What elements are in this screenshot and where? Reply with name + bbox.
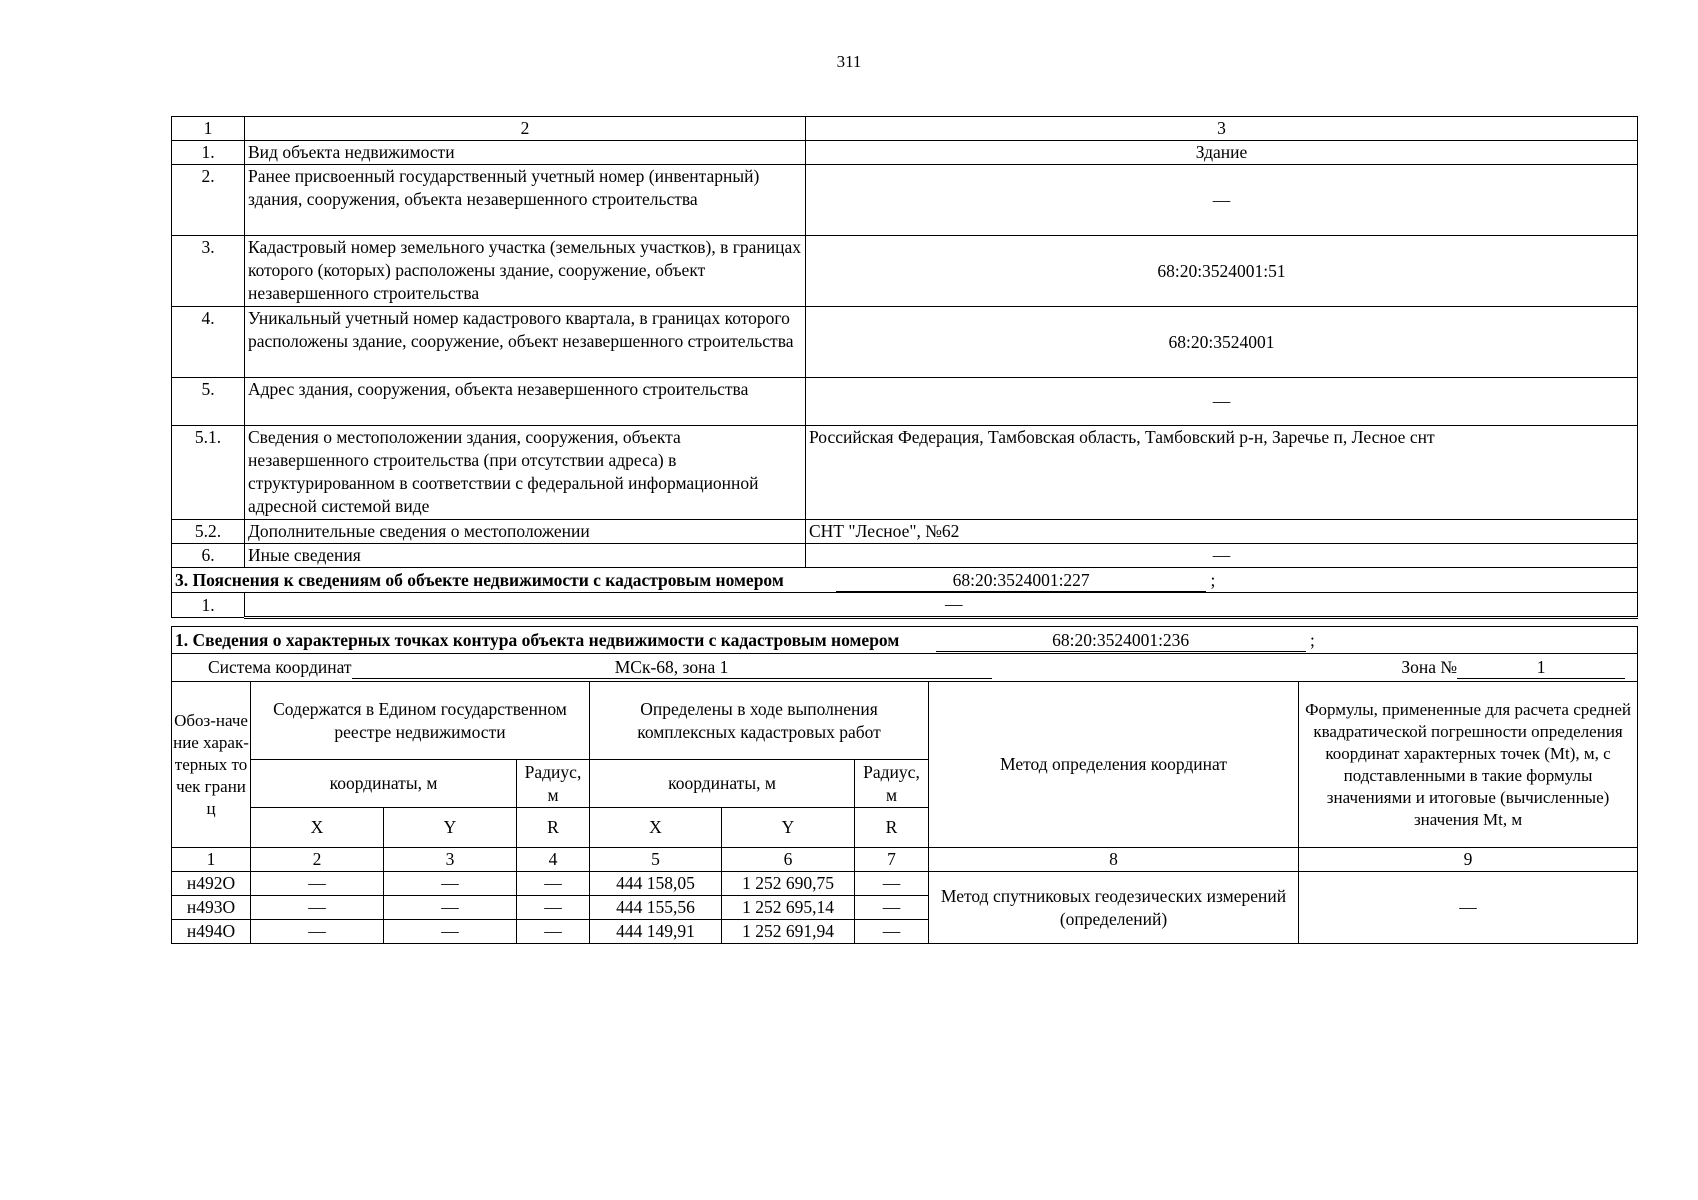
point-x-egrn: —: [251, 920, 384, 944]
column-number: 1: [172, 848, 251, 872]
point-name: н494О: [172, 920, 251, 944]
column-number: 4: [517, 848, 590, 872]
point-y: 1 252 690,75: [722, 872, 855, 896]
table-row: [172, 236, 1638, 307]
point-x: 444 155,56: [590, 896, 722, 920]
y-label: Y: [384, 808, 517, 848]
row-label: Ранее присвоенный государственный учетный номер (инвентарный) здания, сооружения, объекта незавершенного строительства: [245, 165, 806, 236]
section3-suffix: ;: [1210, 569, 1216, 590]
zone-value: 1: [1457, 657, 1625, 679]
r-label: R: [517, 808, 590, 848]
section3-title: 3. Пояснения к сведениям об объекте недвижимости с кадастровым номером: [175, 569, 784, 590]
point-x: 444 158,05: [590, 872, 722, 896]
column-number: 7: [855, 848, 929, 872]
x-label: X: [251, 808, 384, 848]
points-title-row: [172, 627, 1638, 654]
point-r-egrn: —: [517, 872, 590, 896]
row-label: Адрес здания, сооружения, объекта незавершенного строительства: [245, 378, 806, 426]
column-number: 5: [590, 848, 722, 872]
table-row: [172, 141, 1638, 165]
section3-cadastral-number: 68:20:3524001:227: [836, 570, 1206, 592]
col-formulas: Формулы, примененные для расчета средней квадратической погрешности определения координат характерных точек (Mt), м, с подставленными в такие формулы значениями и итоговые (вычисленные) значения Mt, м: [1299, 682, 1638, 848]
points-header-row: [172, 682, 1638, 760]
column-number: 9: [1299, 848, 1638, 872]
header-cell: 3: [806, 117, 1638, 141]
point-y: 1 252 691,94: [722, 920, 855, 944]
point-r: —: [855, 920, 929, 944]
header-row: [172, 117, 1638, 141]
points-table: [171, 626, 1638, 944]
point-name: н492О: [172, 872, 251, 896]
zone-label: Зона №: [1401, 657, 1458, 677]
point-y-egrn: —: [384, 896, 517, 920]
row-value: —: [245, 593, 1638, 618]
header-cell: 2: [245, 117, 806, 141]
row-number: 1.: [172, 141, 245, 165]
x-label: X: [590, 808, 722, 848]
coord-system-row: [172, 654, 1638, 682]
row-value: СНТ "Лесное", №62: [806, 520, 1638, 544]
column-number: 3: [384, 848, 517, 872]
row-label: Вид объекта недвижимости: [245, 141, 806, 165]
row-label: Сведения о местоположении здания, сооружения, объекта незавершенного строительства (при отсутствии адреса) в структурированном в соответствии с федеральной информационной адресной системой виде: [245, 426, 806, 520]
point-y: 1 252 695,14: [722, 896, 855, 920]
column-number: 8: [929, 848, 1299, 872]
col-determined: Определены в ходе выполнения комплексных кадастровых работ: [590, 682, 929, 760]
column-numbers-row: [172, 848, 1638, 872]
point-x-egrn: —: [251, 872, 384, 896]
points-suffix: ;: [1310, 629, 1315, 650]
point-x-egrn: —: [251, 896, 384, 920]
row-number: 6.: [172, 544, 245, 568]
coords-label: координаты, м: [590, 760, 855, 808]
col-designation: Обоз-начение харак-терных точек границ: [172, 682, 251, 848]
table-row: [172, 544, 1638, 568]
point-row: [172, 872, 1638, 896]
point-r-egrn: —: [517, 896, 590, 920]
coord-system-value: МСк-68, зона 1: [352, 657, 992, 679]
row-value: —: [806, 378, 1638, 426]
y-label: Y: [722, 808, 855, 848]
row-number: 5.1.: [172, 426, 245, 520]
point-r-egrn: —: [517, 920, 590, 944]
row-value: Российская Федерация, Тамбовская область, Тамбовский р-н, Заречье п, Лесное снт: [806, 426, 1638, 520]
row-label: Уникальный учетный номер кадастрового квартала, в границах которого расположены здание, сооружение, объект незавершенного строительства: [245, 307, 806, 378]
table-row: [172, 165, 1638, 236]
radius-label: Радиус, м: [517, 760, 590, 808]
row-number: 5.2.: [172, 520, 245, 544]
section3-title-row: [172, 568, 1638, 593]
page-number: 311: [836, 52, 862, 71]
r-label: R: [855, 808, 929, 848]
points-cadastral-number: 68:20:3524001:236: [936, 630, 1306, 652]
row-label: Дополнительные сведения о местоположении: [245, 520, 806, 544]
point-x: 444 149,91: [590, 920, 722, 944]
point-r: —: [855, 872, 929, 896]
coords-label: координаты, м: [251, 760, 517, 808]
formula-value: —: [1299, 872, 1638, 944]
col-egrn: Содержатся в Едином государственном реестре недвижимости: [251, 682, 590, 760]
table-row: [172, 520, 1638, 544]
points-title: 1. Сведения о характерных точках контура объекта недвижимости с кадастровым номером: [175, 629, 900, 650]
row-number: 2.: [172, 165, 245, 236]
col-method: Метод определения координат: [929, 682, 1299, 848]
coord-system-label: Система координат: [208, 657, 352, 677]
row-label: Иные сведения: [245, 544, 806, 568]
point-y-egrn: —: [384, 872, 517, 896]
point-y-egrn: —: [384, 920, 517, 944]
radius-label: Радиус, м: [855, 760, 929, 808]
method-value: Метод спутниковых геодезических измерений (определений): [929, 872, 1299, 944]
column-number: 2: [251, 848, 384, 872]
table-row: [172, 307, 1638, 378]
header-cell: 1: [172, 117, 245, 141]
row-number: 1.: [172, 593, 245, 618]
row-value: —: [806, 165, 1638, 236]
point-name: н493О: [172, 896, 251, 920]
row-label: Кадастровый номер земельного участка (земельных участков), в границах которого (которых) расположены здание, сооружение, объект незавершенного строительства: [245, 236, 806, 307]
row-number: 5.: [172, 378, 245, 426]
row-number: 3.: [172, 236, 245, 307]
object-info-table: [171, 116, 1638, 619]
row-value: —: [806, 544, 1638, 568]
point-r: —: [855, 896, 929, 920]
row-value: 68:20:3524001:51: [806, 236, 1638, 307]
column-number: 6: [722, 848, 855, 872]
row-value: 68:20:3524001: [806, 307, 1638, 378]
section3-row: [172, 593, 1638, 618]
table-row: [172, 426, 1638, 520]
row-number: 4.: [172, 307, 245, 378]
row-value: Здание: [806, 141, 1638, 165]
table-row: [172, 378, 1638, 426]
